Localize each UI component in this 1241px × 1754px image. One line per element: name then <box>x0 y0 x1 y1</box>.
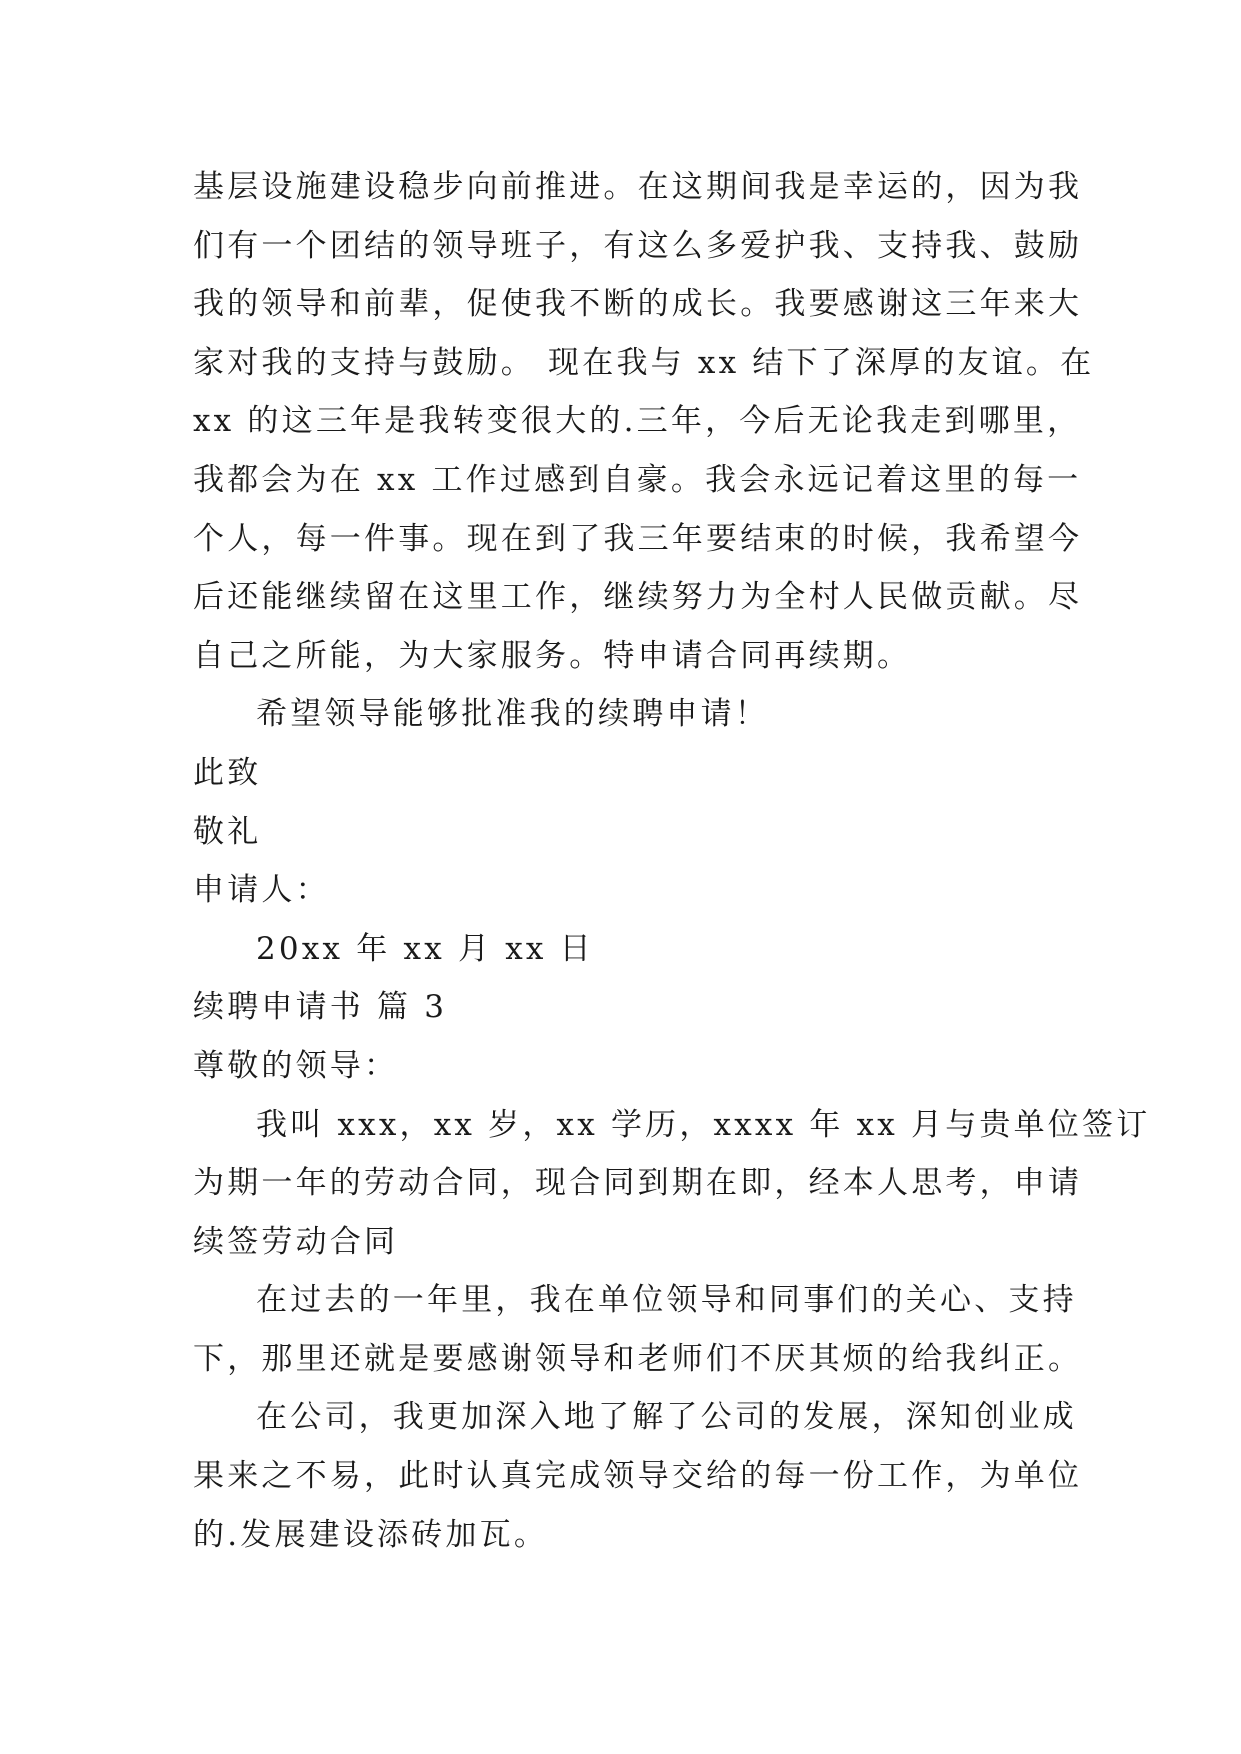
body-line: 果来之不易，此时认真完成领导交给的每一份工作，为单位 <box>193 1458 1083 1495</box>
body-line: xx 的这三年是我转变很大的.三年，今后无论我走到哪里， <box>193 403 1082 440</box>
date-line: 20xx 年 xx 月 xx 日 <box>256 930 594 967</box>
applicant-label: 申请人： <box>193 872 330 909</box>
body-line: 在过去的一年里，我在单位领导和同事们的关心、支持 <box>256 1282 1077 1319</box>
body-line: 自己之所能，为大家服务。特申请合同再续期。 <box>193 637 912 674</box>
body-line: 在公司，我更加深入地了解了公司的发展，深知创业成 <box>256 1399 1077 1436</box>
approval-request-line: 希望领导能够批准我的续聘申请！ <box>256 696 769 733</box>
body-line: 们有一个团结的领导班子，有这么多爱护我、支持我、鼓励 <box>193 227 1083 264</box>
body-line: 我的领导和前辈，促使我不断的成长。我要感谢这三年来大 <box>193 286 1083 323</box>
closing-salutation: 此致 <box>193 754 262 791</box>
body-line: 为期一年的劳动合同，现合同到期在即，经本人思考，申请 <box>193 1165 1083 1202</box>
section-heading: 续聘申请书 篇 3 <box>193 989 448 1026</box>
body-line: 的.发展建设添砖加瓦。 <box>193 1516 549 1553</box>
closing-respect: 敬礼 <box>193 813 262 850</box>
body-line: 个人，每一件事。现在到了我三年要结束的时候，我希望今 <box>193 520 1083 557</box>
document-body <box>193 158 1151 1564</box>
body-line: 下，那里还就是要感谢领导和老师们不厌其烦的给我纠正。 <box>193 1340 1083 1377</box>
letter-greeting: 尊敬的领导： <box>193 1047 399 1084</box>
body-line: 基层设施建设稳步向前推进。在这期间我是幸运的，因为我 <box>193 169 1083 205</box>
body-line: 续签劳动合同 <box>193 1223 399 1260</box>
body-line: 家对我的支持与鼓励。 现在我与 xx 结下了深厚的友谊。在 <box>193 344 1095 381</box>
body-line: 我都会为在 xx 工作过感到自豪。我会永远记着这里的每一 <box>193 461 1082 498</box>
body-line: 后还能继续留在这里工作，继续努力为全村人民做贡献。尽 <box>193 579 1083 616</box>
body-line: 我叫 xxx，xx 岁，xx 学历，xxxx 年 xx 月与贵单位签订 <box>256 1106 1151 1143</box>
